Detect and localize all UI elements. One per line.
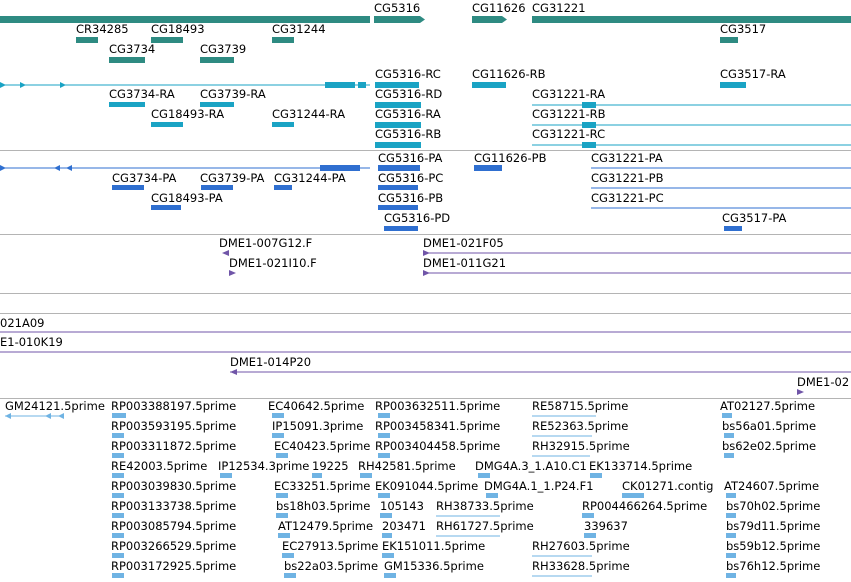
protein-exon-cg5316-pd[interactable] xyxy=(384,226,418,231)
est-feature[interactable] xyxy=(220,473,232,478)
protein-exon-cg3739-pa[interactable] xyxy=(201,185,233,190)
est-label[interactable]: EK133714.5prime xyxy=(589,459,693,473)
est-label[interactable]: AT24607.5prime xyxy=(724,479,820,493)
est-label[interactable]: RH32915.5prime xyxy=(532,439,630,453)
protein-label[interactable]: CG31244-PA xyxy=(274,171,346,185)
est-feature[interactable] xyxy=(384,573,396,578)
est-label[interactable]: bs59b12.5prime xyxy=(726,539,821,553)
gene-label[interactable]: CG3517 xyxy=(720,22,767,36)
protein-exon-cg11626-pb[interactable] xyxy=(474,165,502,171)
gene-label[interactable]: CR34285 xyxy=(76,22,129,36)
est-marker[interactable] xyxy=(45,413,51,419)
transcript-label[interactable]: CG3517-RA xyxy=(720,67,786,81)
gene-label[interactable]: CG18493 xyxy=(151,22,205,36)
protein-label[interactable]: CG3734-PA xyxy=(112,171,177,185)
est-label[interactable]: RE42003.5prime xyxy=(111,459,208,473)
est-label[interactable]: IP12534.3prime xyxy=(218,459,310,473)
clone-label[interactable]: DME1-011G21 xyxy=(423,256,507,270)
est-label[interactable]: RP003632511.5prime xyxy=(375,399,501,413)
est-label[interactable]: RP003172925.5prime xyxy=(111,559,237,573)
est-label[interactable]: DMG4A.1_1.P24.F1 xyxy=(484,479,594,493)
gene-bar-cr34285[interactable] xyxy=(76,37,98,43)
est-track xyxy=(5,413,736,578)
est-label[interactable]: EC40423.5prime xyxy=(274,439,371,453)
est-label[interactable]: 19225 xyxy=(312,459,349,473)
est-label[interactable]: RH33628.5prime xyxy=(532,559,630,573)
gene-label[interactable]: CG3739 xyxy=(200,42,247,56)
protein-label[interactable]: CG31221-PA xyxy=(591,151,663,165)
protein-label[interactable]: CG5316-PC xyxy=(378,171,444,185)
clone-label[interactable]: 021A09 xyxy=(0,316,45,330)
est-label[interactable]: AT02127.5prime xyxy=(720,399,816,413)
protein-arrow xyxy=(0,165,6,171)
transcript-label[interactable]: CG31221-RA xyxy=(532,87,606,101)
est-label[interactable]: bs76h12.5prime xyxy=(726,559,821,573)
est-feature[interactable] xyxy=(284,573,296,578)
protein-exon-cg5316-pb[interactable] xyxy=(378,205,418,210)
clone-label[interactable]: DME1-007G12.F xyxy=(219,236,313,250)
est-feature[interactable] xyxy=(112,473,124,478)
est-label[interactable]: bs79d11.5prime xyxy=(726,519,821,533)
est-feature[interactable] xyxy=(726,553,736,558)
est-marker[interactable] xyxy=(5,413,11,419)
est-feature[interactable] xyxy=(590,473,602,478)
transcript-exon-cg5316-rb[interactable] xyxy=(375,142,421,148)
gene-label[interactable]: CG31244 xyxy=(272,22,326,36)
est-feature[interactable] xyxy=(278,533,290,538)
est-label[interactable]: bs70h02.5prime xyxy=(726,499,821,513)
est-feature[interactable] xyxy=(724,433,734,438)
clone-marker[interactable] xyxy=(229,270,236,276)
est-feature[interactable] xyxy=(382,553,394,558)
clone-label[interactable]: DME1-014P20 xyxy=(230,355,312,369)
protein-label[interactable]: CG3739-PA xyxy=(200,171,265,185)
gene-arrow-cg5316[interactable] xyxy=(374,16,425,23)
est-feature[interactable] xyxy=(724,453,734,458)
est-label[interactable]: EC27913.5prime xyxy=(282,539,379,553)
transcript-label[interactable]: CG11626-RB xyxy=(472,67,546,81)
est-label[interactable]: RP003311872.5prime xyxy=(111,439,237,453)
est-feature[interactable] xyxy=(486,493,498,498)
est-feature[interactable] xyxy=(582,513,594,518)
gene-label[interactable]: CG31221 xyxy=(532,1,586,15)
clone-marker[interactable] xyxy=(423,270,430,276)
est-feature[interactable] xyxy=(378,453,390,458)
gene-bar-cg3517[interactable] xyxy=(720,37,738,43)
gene-label[interactable]: CG3734 xyxy=(109,42,156,56)
transcript-label[interactable]: CG3734-RA xyxy=(109,87,175,101)
est-feature[interactable] xyxy=(112,493,124,498)
est-label[interactable]: EC40642.5prime xyxy=(268,399,365,413)
est-label[interactable]: RP003404458.5prime xyxy=(375,439,501,453)
est-label[interactable]: GM15336.5prime xyxy=(384,559,484,573)
gene-bar-cg31221[interactable] xyxy=(532,16,851,23)
transcript-exon[interactable] xyxy=(358,82,366,88)
est-label[interactable]: bs18h03.5prime xyxy=(276,499,371,513)
est-label[interactable]: RP003266529.5prime xyxy=(111,539,237,553)
est-label[interactable]: CK01271.contig xyxy=(622,479,714,493)
clone-track xyxy=(0,250,851,395)
transcript-label[interactable]: CG5316-RB xyxy=(375,127,442,141)
transcript-label[interactable]: CG3739-RA xyxy=(200,87,266,101)
protein-label[interactable]: CG18493-PA xyxy=(151,191,223,205)
protein-arrow xyxy=(66,165,72,171)
est-label[interactable]: 203471 xyxy=(382,519,426,533)
clone-marker[interactable] xyxy=(797,389,804,395)
gene-bar-cg31244[interactable] xyxy=(272,37,294,43)
est-label[interactable]: EC33251.5prime xyxy=(274,479,371,493)
est-label[interactable]: RH38733.5prime xyxy=(436,499,534,513)
clone-label[interactable]: DME1-021I10.F xyxy=(229,256,317,270)
est-feature[interactable] xyxy=(112,533,124,538)
protein-exon-cg18493-pa[interactable] xyxy=(151,205,181,210)
est-label[interactable]: 339637 xyxy=(584,519,628,533)
est-feature[interactable] xyxy=(272,433,284,438)
protein-label[interactable]: CG11626-PB xyxy=(474,151,547,165)
protein-label[interactable]: CG5316-PD xyxy=(384,211,451,225)
transcript-label[interactable]: CG31244-RA xyxy=(272,107,346,121)
est-feature[interactable] xyxy=(112,573,124,578)
protein-label[interactable]: CG5316-PB xyxy=(378,191,444,205)
protein-label[interactable]: CG5316-PA xyxy=(378,151,443,165)
est-label[interactable]: RP004466264.5prime xyxy=(582,499,708,513)
est-label[interactable]: EK151011.5prime xyxy=(382,539,486,553)
est-label[interactable]: bs56a01.5prime xyxy=(722,419,817,433)
est-feature[interactable] xyxy=(276,513,288,518)
est-label[interactable]: RP003388197.5prime xyxy=(111,399,237,413)
est-marker[interactable] xyxy=(58,413,64,419)
protein-label[interactable]: CG3517-PA xyxy=(722,211,787,225)
transcript-arrow xyxy=(20,82,26,88)
est-feature[interactable] xyxy=(726,573,736,578)
transcript-label[interactable]: CG5316-RD xyxy=(375,87,443,101)
transcript-exon-cg3517-ra[interactable] xyxy=(720,82,746,88)
transcript-exon-cg31244-ra[interactable] xyxy=(272,122,294,127)
transcript-exon-cg11626-rb[interactable] xyxy=(472,82,506,88)
est-feature[interactable] xyxy=(726,493,736,498)
est-label[interactable]: RH61727.5prime xyxy=(436,519,534,533)
est-label[interactable]: RE58715.5prime xyxy=(532,399,629,413)
est-feature[interactable] xyxy=(584,533,596,538)
transcript-label[interactable]: CG5316-RA xyxy=(375,107,441,121)
transcript-label[interactable]: CG5316-RC xyxy=(375,67,441,81)
est-label[interactable]: EK091044.5prime xyxy=(375,479,479,493)
transcript-label[interactable]: CG18493-RA xyxy=(151,107,225,121)
est-feature[interactable] xyxy=(378,413,390,418)
protein-exon-cg3734-pa[interactable] xyxy=(112,185,144,190)
gene-label[interactable]: CG5316 xyxy=(374,1,421,15)
est-label[interactable]: RH42581.5prime xyxy=(358,459,456,473)
est-feature[interactable] xyxy=(478,473,490,478)
est-feature[interactable] xyxy=(276,493,288,498)
est-label[interactable]: bs22a03.5prime xyxy=(284,559,379,573)
est-feature[interactable] xyxy=(726,513,736,518)
est-feature[interactable] xyxy=(378,493,390,498)
est-label[interactable]: DMG4A.3_1.A10.C1 xyxy=(475,459,587,473)
transcript-label[interactable]: CG31221-RB xyxy=(532,107,606,121)
clone-label[interactable]: DME1-021F05 xyxy=(423,236,504,250)
est-label[interactable]: RP003085794.5prime xyxy=(111,519,237,533)
est-feature[interactable] xyxy=(312,473,322,478)
est-label[interactable]: RP003039830.5prime xyxy=(111,479,237,493)
est-feature[interactable] xyxy=(380,513,392,518)
est-label[interactable]: RP003133738.5prime xyxy=(111,499,237,513)
transcript-exon[interactable] xyxy=(325,82,355,88)
transcript-exon-cg3734-ra[interactable] xyxy=(109,102,145,107)
clone-label[interactable]: E1-010K19 xyxy=(0,335,63,349)
est-feature[interactable] xyxy=(622,493,644,498)
gene-arrow-cg11626[interactable] xyxy=(472,16,507,23)
est-feature[interactable] xyxy=(112,513,124,518)
est-feature[interactable] xyxy=(360,473,372,478)
est-label[interactable]: RH27603.5prime xyxy=(532,539,630,553)
transcript-exon[interactable] xyxy=(582,142,596,148)
est-feature[interactable] xyxy=(282,553,294,558)
gene-bar-cg18493[interactable] xyxy=(151,37,183,43)
est-label[interactable]: RP003458341.5prime xyxy=(375,419,501,433)
est-feature[interactable] xyxy=(112,413,126,418)
est-label[interactable]: GM24121.5prime xyxy=(5,399,105,413)
gene-bar-cg3734[interactable] xyxy=(109,57,145,63)
est-feature[interactable] xyxy=(112,553,124,558)
est-feature[interactable] xyxy=(272,413,284,418)
est-feature[interactable] xyxy=(112,453,124,458)
clone-marker[interactable] xyxy=(222,250,229,256)
transcript-label[interactable]: CG31221-RC xyxy=(532,127,606,141)
est-label[interactable]: 105143 xyxy=(380,499,424,513)
est-feature[interactable] xyxy=(112,433,124,438)
est-label[interactable]: AT12479.5prime xyxy=(278,519,374,533)
clone-label[interactable]: DME1-02 xyxy=(797,375,850,389)
est-feature[interactable] xyxy=(726,533,736,538)
protein-exon-cg31244-pa[interactable] xyxy=(274,185,292,190)
protein-label[interactable]: CG31221-PC xyxy=(591,191,664,205)
gene-bar-cg3739[interactable] xyxy=(200,57,234,63)
est-feature[interactable] xyxy=(382,533,392,538)
est-label[interactable]: IP15091.3prime xyxy=(272,419,364,433)
clone-marker[interactable] xyxy=(230,369,237,375)
est-label[interactable]: bs62e02.5prime xyxy=(722,439,817,453)
transcript-exon-cg18493-ra[interactable] xyxy=(151,122,183,127)
est-label[interactable]: RP003593195.5prime xyxy=(111,419,237,433)
protein-arrow xyxy=(54,165,60,171)
gene-label[interactable]: CG11626 xyxy=(472,1,526,15)
protein-exon-cg5316-pc[interactable] xyxy=(378,185,418,190)
est-feature[interactable] xyxy=(378,433,390,438)
est-label[interactable]: RE52363.5prime xyxy=(532,419,629,433)
protein-exon-cg3517-pa[interactable] xyxy=(724,226,742,231)
transcript-arrow xyxy=(0,82,6,88)
transcript-arrow xyxy=(60,82,66,88)
est-feature[interactable] xyxy=(276,453,288,458)
protein-label[interactable]: CG31221-PB xyxy=(591,171,664,185)
est-feature[interactable] xyxy=(722,413,732,418)
